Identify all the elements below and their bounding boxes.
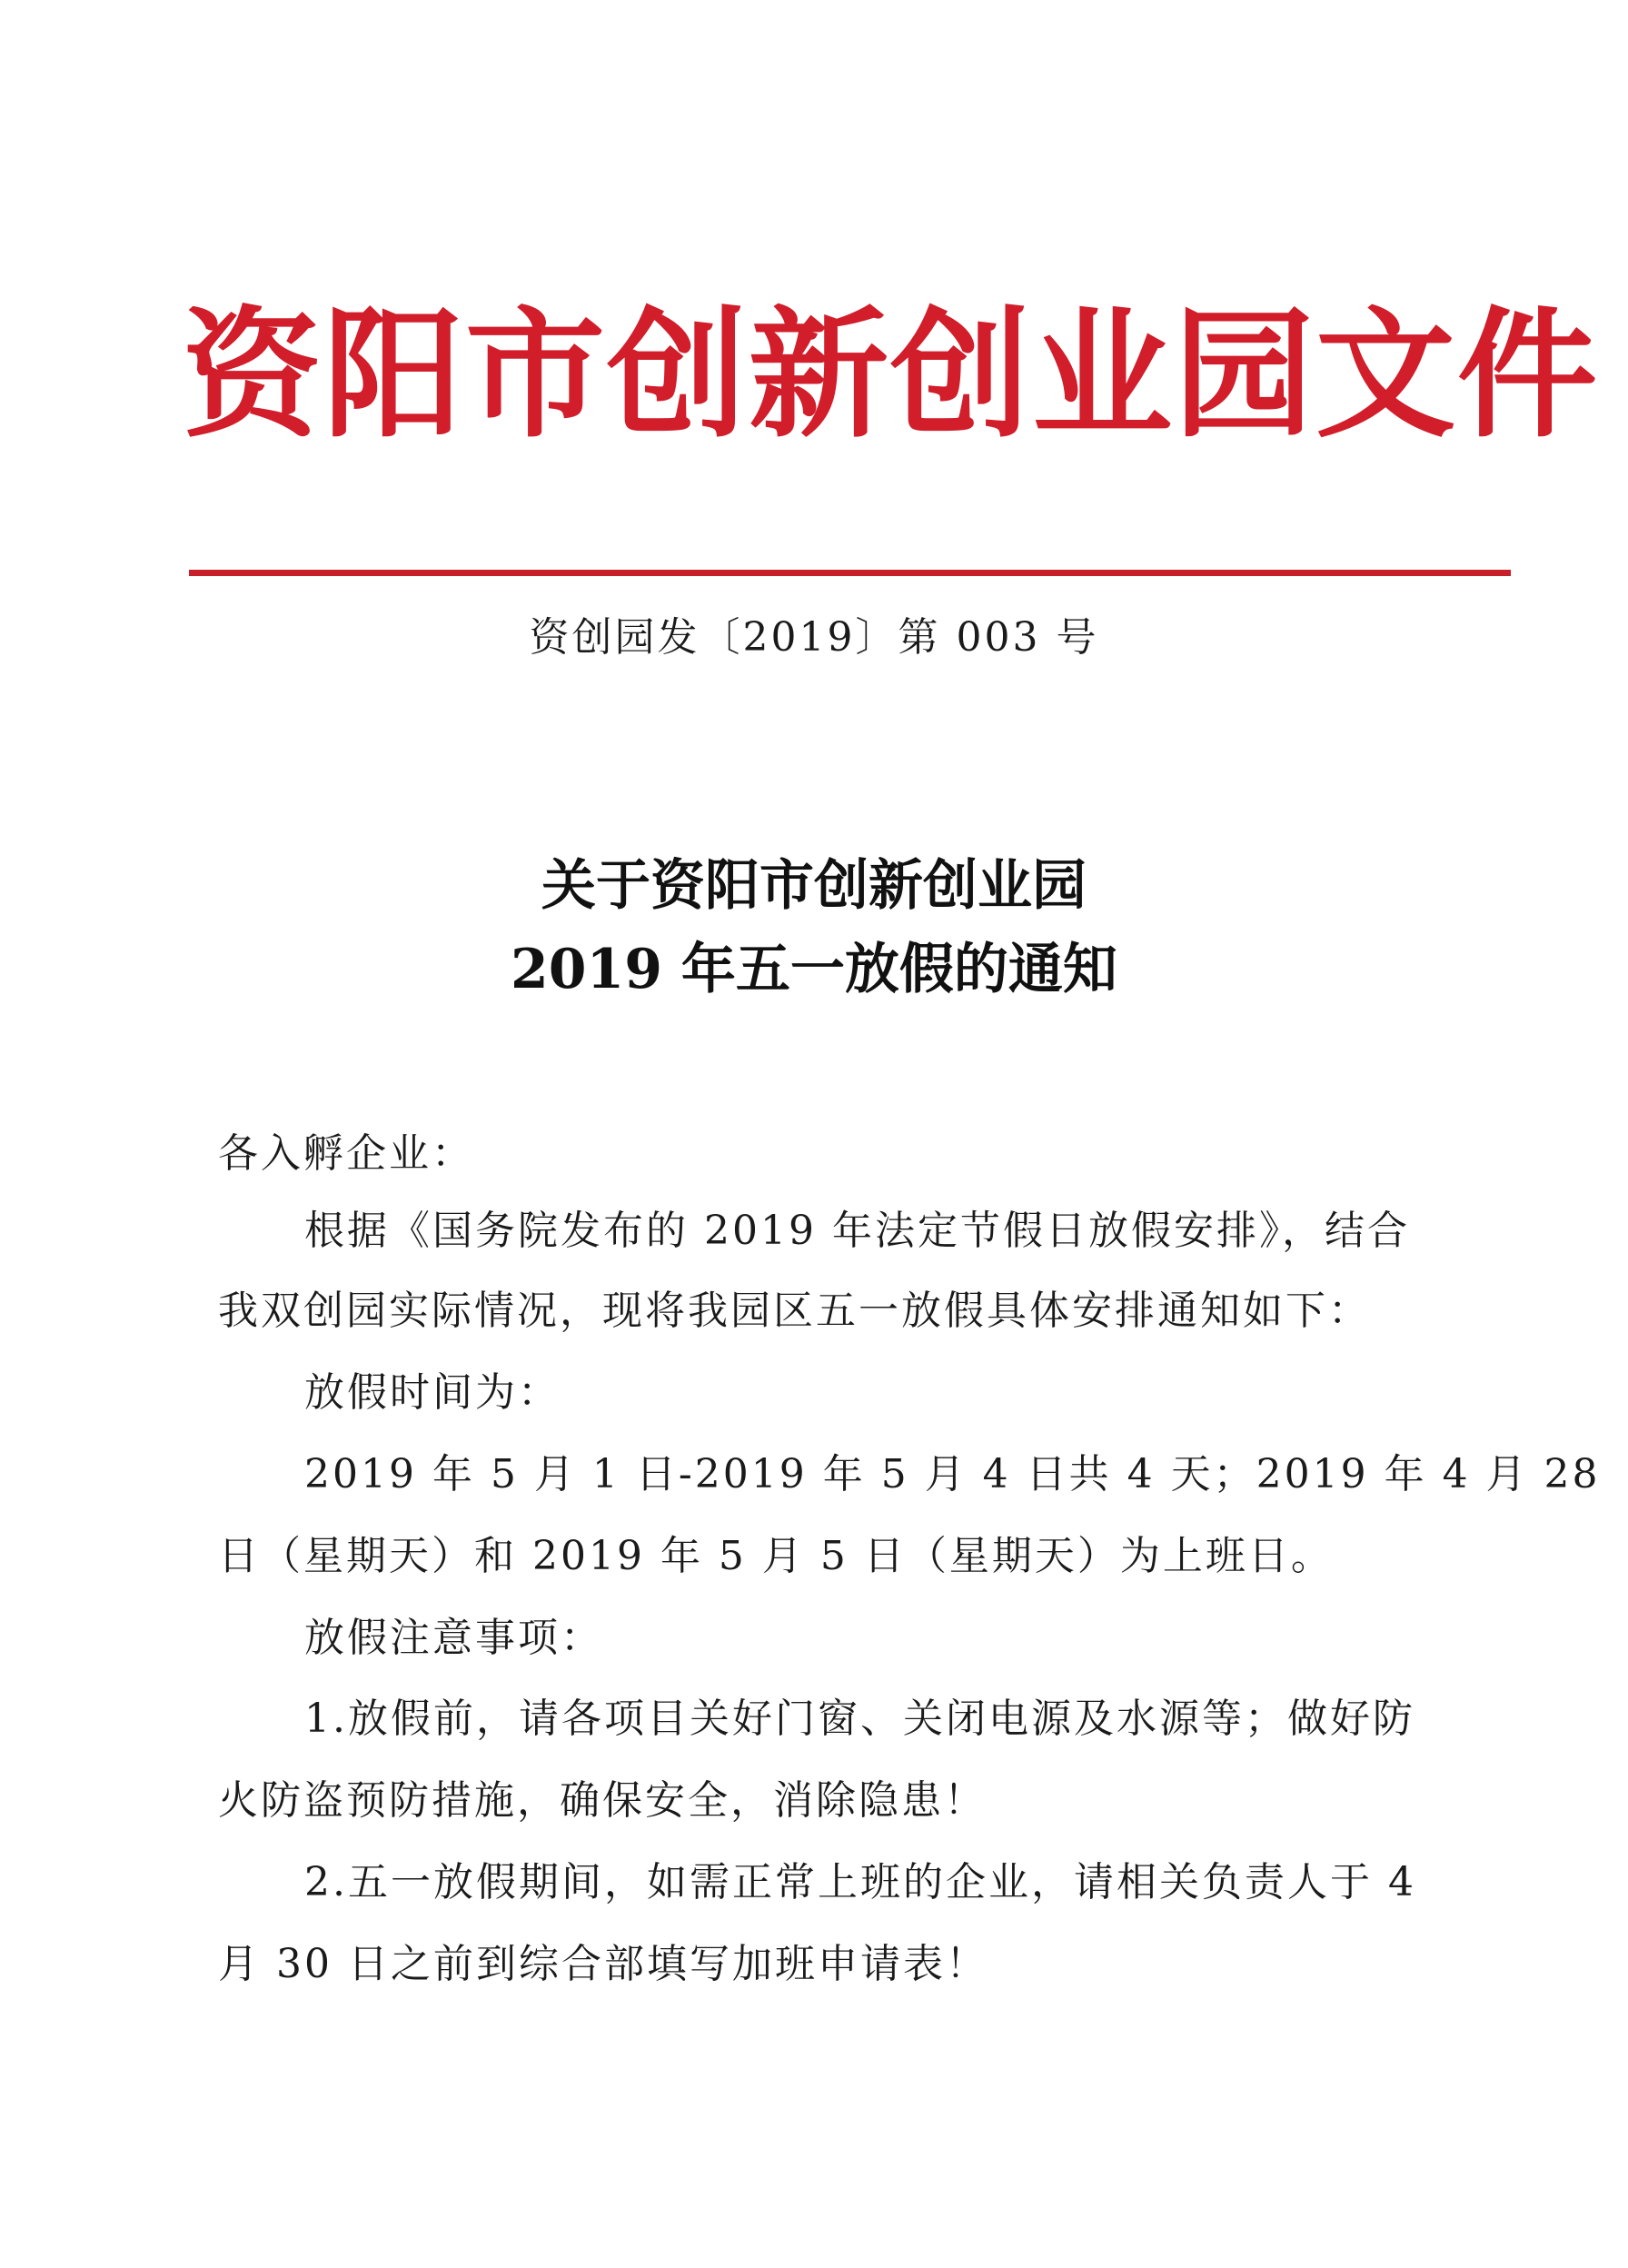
- body-line-3: 放假时间为：: [304, 1369, 561, 1416]
- body-line-10: 月 30 日之前到综合部填写加班申请表！: [218, 1941, 988, 1987]
- notice-title-line-1: 关于资阳市创新创业园: [541, 854, 1087, 918]
- body-line-5: 日（星期天）和 2019 年 5 月 5 日（星期天）为上班日。: [218, 1533, 1334, 1579]
- body-line-7: 1.放假前，请各项目关好门窗、关闭电源及水源等；做好防: [304, 1696, 1415, 1742]
- org-header-title: 资阳市创新创业园文件: [182, 293, 1600, 457]
- body-line-8: 火防盗预防措施，确保安全，消除隐患！: [218, 1777, 987, 1824]
- body-line-4: 2019 年 5 月 1 日-2019 年 5 月 4 日共 4 天；2019 年 4 月 28: [304, 1451, 1601, 1497]
- body-line-6: 放假注意事项：: [304, 1615, 603, 1661]
- body-line-1: 根据《国务院发布的 2019 年法定节假日放假安排》，结合: [304, 1208, 1410, 1254]
- body-line-9: 2.五一放假期间，如需正常上班的企业，请相关负责人于 4: [304, 1859, 1416, 1905]
- body-line-2: 我双创园实际情况，现将我园区五一放假具体安排通知如下：: [218, 1288, 1371, 1334]
- red-divider-rule: [189, 570, 1511, 576]
- notice-title-line-2: 2019 年五一放假的通知: [511, 938, 1117, 1001]
- salutation: 各入孵企业：: [218, 1130, 474, 1177]
- document-number: 资创园发〔2019〕第 003 号: [529, 614, 1099, 661]
